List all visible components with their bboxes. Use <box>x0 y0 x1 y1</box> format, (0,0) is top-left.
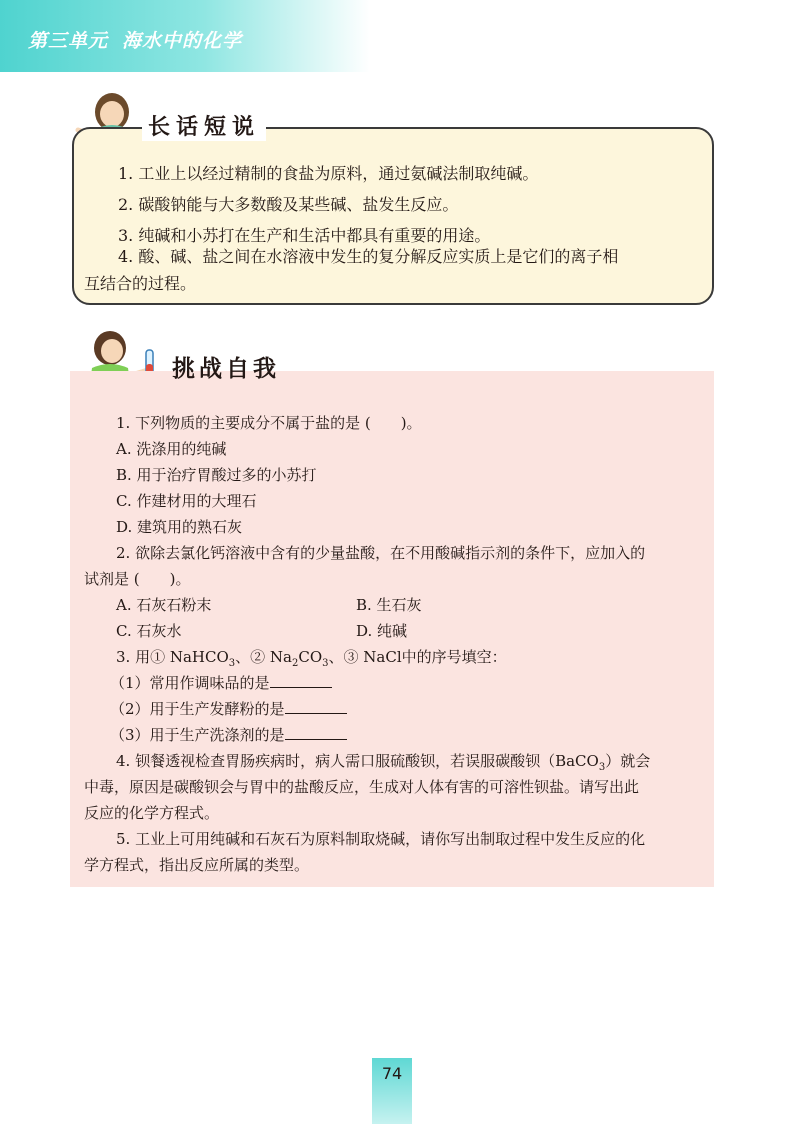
unit-header <box>28 26 256 53</box>
q3-mid1: 、② Na <box>235 648 292 666</box>
q2-stem-line-2: 试剂是 ( )。 <box>84 570 191 588</box>
summary-line-3: 3. 纯碱和小苏打在生产和生活中都具有重要的用途。 <box>118 226 491 245</box>
q2-option-c: C. 石灰水 <box>116 622 182 640</box>
unit-title: 海水中的化学 <box>122 30 243 52</box>
q4-sub-3: 3 <box>598 762 606 773</box>
q3-mid2: CO <box>298 648 323 666</box>
q3-stem <box>116 647 507 674</box>
answer-blank <box>285 699 347 714</box>
q1-stem: 1. 下列物质的主要成分不属于盐的是 ( )。 <box>116 414 422 432</box>
q4-line-1-b: ）就会 <box>605 752 651 770</box>
page-number: 74 <box>381 1064 403 1083</box>
unit-header-band <box>0 0 370 72</box>
q1-option-c: C. 作建材用的大理石 <box>116 492 257 510</box>
q2-stem-line-1: 2. 欲除去氯化钙溶液中含有的少量盐酸，在不用酸碱指示剂的条件下，应加入的 <box>116 544 646 562</box>
q3-sub-2-text: （2）用于生产发酵粉的是 <box>110 700 285 718</box>
unit-label: 第三单元 <box>28 30 109 52</box>
q3-sub-2: 2 <box>292 658 299 669</box>
q1-option-a: A. 洗涤用的纯碱 <box>116 440 227 458</box>
q3-sub-3b: 3 <box>322 658 329 669</box>
summary-line-1: 1. 工业上以经过精制的食盐为原料，通过氨碱法制取纯碱。 <box>118 164 539 183</box>
q4-line-1 <box>116 751 650 778</box>
q3-sub-2 <box>110 699 347 719</box>
q3-sub-1 <box>110 673 332 693</box>
q4-line-1-a: 4. 钡餐透视检查胃肠疾病时，病人需口服硫酸钡，若误服碳酸钡（BaCO <box>116 752 599 770</box>
q5-line-2: 学方程式，指出反应所属的类型。 <box>84 856 310 874</box>
q4-line-3: 反应的化学方程式。 <box>84 804 220 822</box>
summary-line-5: 互结合的过程。 <box>84 274 197 293</box>
q3-pre: 3. 用① NaHCO <box>116 648 229 666</box>
q5-line-1: 5. 工业上可用纯碱和石灰石为原料制取烧碱，请你写出制取过程中发生反应的化 <box>116 830 646 848</box>
q1-option-d: D. 建筑用的熟石灰 <box>116 518 243 536</box>
q2-option-b: B. 生石灰 <box>356 596 422 614</box>
q2-option-d: D. 纯碱 <box>356 622 408 640</box>
q4-line-2: 中毒，原因是碳酸钡会与胃中的盐酸反应，生成对人体有害的可溶性钡盐。请写出此 <box>84 778 640 796</box>
q1-option-b: B. 用于治疗胃酸过多的小苏打 <box>116 466 317 484</box>
q3-sub-1-text: （1）常用作调味品的是 <box>110 674 270 692</box>
q2-option-a: A. 石灰石粉末 <box>116 596 212 614</box>
answer-blank <box>270 673 332 688</box>
q3-sub-3-text: （3）用于生产洗涤剂的是 <box>110 726 285 744</box>
q3-sub-3 <box>110 725 347 745</box>
summary-line-2: 2. 碳酸钠能与大多数酸及某些碱、盐发生反应。 <box>118 195 459 214</box>
q3-sub-3: 3 <box>228 658 236 669</box>
answer-blank <box>285 725 347 740</box>
summary-line-4: 4. 酸、碱、盐之间在水溶液中发生的复分解反应实质上是它们的离子相 <box>118 247 619 266</box>
page-number-tab <box>372 1058 412 1124</box>
summary-box <box>72 127 714 305</box>
challenge-title: 挑战自我 <box>172 356 280 382</box>
summary-title: 长话短说 <box>142 110 266 141</box>
q3-mid3: 、③ NaCl中的序号填空： <box>328 648 507 666</box>
